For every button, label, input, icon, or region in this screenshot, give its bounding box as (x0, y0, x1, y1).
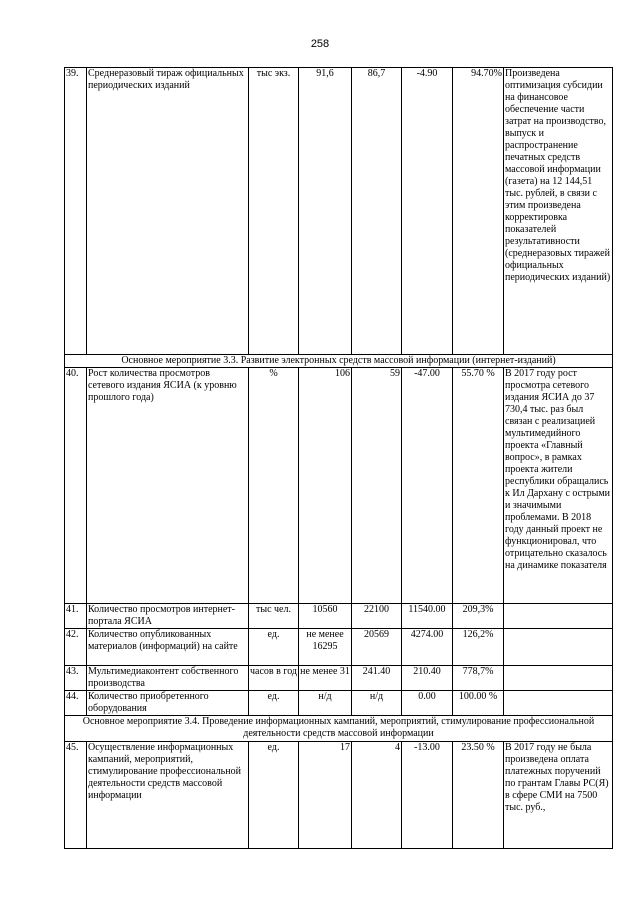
table-row (65, 742, 613, 849)
plan-cell: 10560 (299, 604, 352, 629)
plan-cell: не менее 16295 (299, 629, 352, 666)
indicator-name: Среднеразовый тираж официальных периодических изданий (87, 68, 249, 355)
fact-cell: 86,7 (352, 68, 402, 355)
row-number: 42. (65, 629, 87, 666)
section-header-3-3: Основное мероприятие 3.3. Развитие электронных средств массовой информации (интернет-изданий) (65, 355, 613, 368)
unit-cell: % (249, 368, 299, 604)
comment-cell: Произведена оптимизация субсидии на финансовое обеспечение части затрат на производство, выпуск и распространение печатных средств массовой информации (газета) на 12 144,51 тыс. рублей, в связи с этим произведена корректировка показателей результативности (среднеразовых тиражей официальных периодических изданий) (504, 68, 613, 355)
deviation-cell: 0.00 (402, 691, 453, 716)
row-number: 45. (65, 742, 87, 849)
section-row (65, 355, 613, 368)
unit-cell: тыс чел. (249, 604, 299, 629)
unit-cell: ед. (249, 742, 299, 849)
deviation-cell: -13.00 (402, 742, 453, 849)
plan-cell: 91,6 (299, 68, 352, 355)
fact-cell: н/д (352, 691, 402, 716)
unit-cell: ед. (249, 691, 299, 716)
comment-cell (504, 604, 613, 629)
fact-cell: 4 (352, 742, 402, 849)
fact-cell: 20569 (352, 629, 402, 666)
deviation-cell: 4274.00 (402, 629, 453, 666)
indicator-name: Количество опубликованных материалов (информаций) на сайте (87, 629, 249, 666)
row-number: 44. (65, 691, 87, 716)
plan-cell: 106 (299, 368, 352, 604)
table-row (65, 604, 613, 629)
comment-cell (504, 666, 613, 691)
percent-cell: 126,2% (453, 629, 504, 666)
indicators-table (64, 67, 613, 849)
comment-cell: В 2017 году не была произведена оплата платежных поручений по грантам Главы РС(Я) в сфере СМИ на 7500 тыс. руб., (504, 742, 613, 849)
indicator-name: Осуществление информационных кампаний, мероприятий, стимулирование профессиональной деятельности средств массовой информации (87, 742, 249, 849)
percent-cell: 209,3% (453, 604, 504, 629)
fact-cell: 22100 (352, 604, 402, 629)
deviation-cell: -4.90 (402, 68, 453, 355)
comment-cell (504, 691, 613, 716)
deviation-cell: 210.40 (402, 666, 453, 691)
plan-cell: н/д (299, 691, 352, 716)
comment-cell: В 2017 году рост просмотра сетевого издания ЯСИА до 37 730,4 тыс. раз был связан с реализацией мультимедийного проекта «Главный вопрос», в рамках проекта жители республики обращались к Ил Дархану с острыми и значимыми проблемами. В 2018 году данный проект не функционировал, что отрицательно сказалось на динамике показателя (504, 368, 613, 604)
indicator-name: Количество приобретенного оборудования (87, 691, 249, 716)
row-number: 39. (65, 68, 87, 355)
fact-cell: 241.40 (352, 666, 402, 691)
unit-cell: часов в год (249, 666, 299, 691)
page-number: 258 (310, 38, 330, 50)
percent-cell: 778,7% (453, 666, 504, 691)
indicator-name: Количество просмотров интернет-портала ЯСИА (87, 604, 249, 629)
deviation-cell: 11540.00 (402, 604, 453, 629)
section-header-3-4: Основное мероприятие 3.4. Проведение информационных кампаний, мероприятий, стимулирование профессиональной деятельности средств массовой информации (65, 716, 613, 742)
deviation-cell: -47.00 (402, 368, 453, 604)
percent-cell: 94.70% (453, 68, 504, 355)
unit-cell: ед. (249, 629, 299, 666)
unit-cell: тыс экз. (249, 68, 299, 355)
plan-cell: 17 (299, 742, 352, 849)
table-row (65, 666, 613, 691)
comment-cell (504, 629, 613, 666)
percent-cell: 55.70 % (453, 368, 504, 604)
plan-cell: не менее 31 (299, 666, 352, 691)
section-row (65, 716, 613, 742)
table-row (65, 691, 613, 716)
table-row (65, 629, 613, 666)
row-number: 40. (65, 368, 87, 604)
fact-cell: 59 (352, 368, 402, 604)
row-number: 43. (65, 666, 87, 691)
percent-cell: 23.50 % (453, 742, 504, 849)
indicator-name: Рост количества просмотров сетевого издания ЯСИА (к уровню прошлого года) (87, 368, 249, 604)
indicator-name: Мультимедиаконтент собственного производства (87, 666, 249, 691)
percent-cell: 100.00 % (453, 691, 504, 716)
table-row (65, 368, 613, 604)
table-row (65, 68, 613, 355)
row-number: 41. (65, 604, 87, 629)
